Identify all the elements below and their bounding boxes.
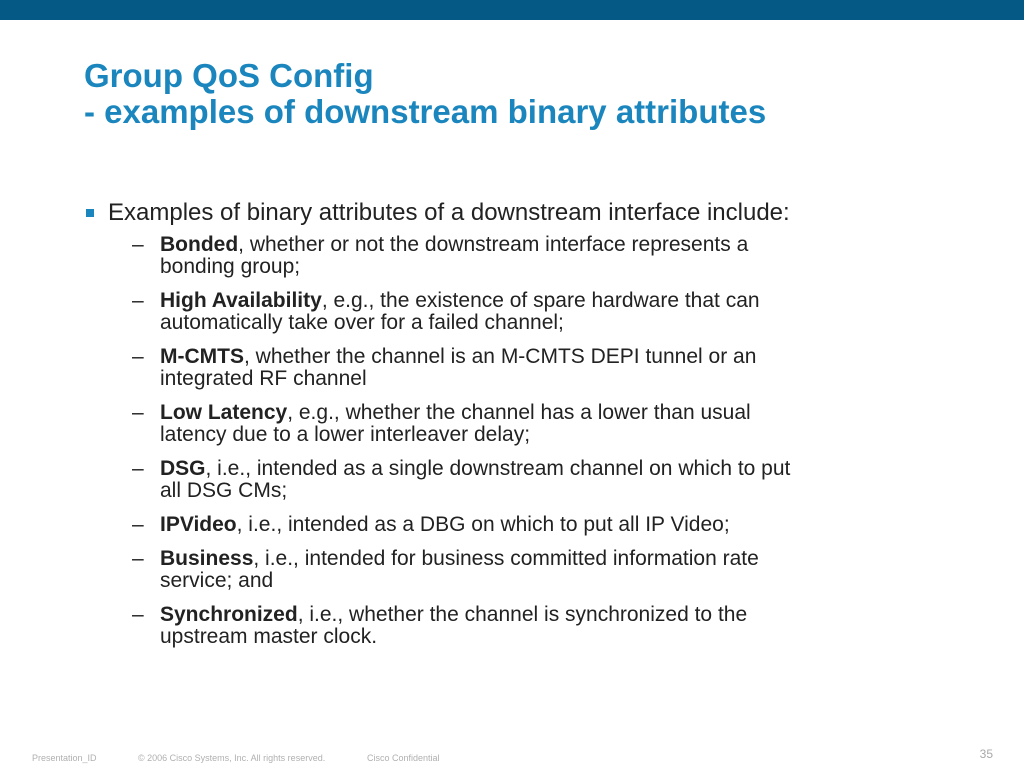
attribute-item-business <box>86 548 860 592</box>
dash-bullet-icon: – <box>132 233 144 256</box>
attribute-description: , i.e., intended as a DBG on which to put all IP Video; <box>236 513 730 536</box>
attribute-term: M-CMTS <box>160 345 244 368</box>
dash-bullet-icon: – <box>132 457 144 480</box>
attribute-line-1 <box>160 290 860 312</box>
attribute-line-1 <box>160 514 860 536</box>
attribute-term: Bonded <box>160 233 239 256</box>
attribute-item-low-latency <box>86 402 860 446</box>
attribute-list <box>86 234 986 648</box>
slide-body <box>86 198 986 660</box>
attribute-description: , e.g., whether the channel has a lower than usual <box>287 401 751 424</box>
slide-title-line-2: - examples of downstream binary attributes <box>84 93 767 130</box>
attribute-item-high-availability <box>86 290 860 334</box>
attribute-line-2: upstream master clock. <box>160 625 378 648</box>
dash-bullet-icon: – <box>132 345 144 368</box>
attribute-line-2: automatically take over for a failed channel; <box>160 311 564 334</box>
page-number: 35 <box>979 747 993 761</box>
attribute-term: Synchronized <box>160 603 298 626</box>
attribute-line-1 <box>160 346 860 368</box>
attribute-line-2: service; and <box>160 569 274 592</box>
attribute-line-1 <box>160 458 860 480</box>
attribute-item-m-cmts <box>86 346 860 390</box>
attribute-description: , i.e., intended as a single downstream channel on which to put <box>205 457 791 480</box>
square-bullet-icon <box>86 209 94 217</box>
attribute-line-2: latency due to a lower interleaver delay; <box>160 423 531 446</box>
footer-copyright: © 2006 Cisco Systems, Inc. All rights reserved. <box>138 753 326 763</box>
attribute-item-ipvideo <box>86 514 860 536</box>
attribute-line-2: bonding group; <box>160 255 301 278</box>
main-bullet <box>86 198 986 228</box>
attribute-term: IPVideo <box>160 513 237 536</box>
attribute-description: , whether or not the downstream interface represents a <box>238 233 749 256</box>
footer-confidential: Cisco Confidential <box>367 753 440 763</box>
attribute-line-2: integrated RF channel <box>160 367 367 390</box>
attribute-item-bonded <box>86 234 860 278</box>
footer-presentation-id: Presentation_ID <box>32 753 97 763</box>
attribute-description: , e.g., the existence of spare hardware that can <box>321 289 760 312</box>
attribute-term: Low Latency <box>160 401 288 424</box>
attribute-line-1 <box>160 548 860 570</box>
attribute-item-dsg <box>86 458 860 502</box>
slide-title <box>84 58 1004 130</box>
dash-bullet-icon: – <box>132 513 144 536</box>
attribute-line-1 <box>160 234 860 256</box>
attribute-line-2: all DSG CMs; <box>160 479 288 502</box>
attribute-description: , i.e., whether the channel is synchronized to the <box>297 603 748 626</box>
dash-bullet-icon: – <box>132 603 144 626</box>
dash-bullet-icon: – <box>132 547 144 570</box>
slide-title-line-1: Group QoS Config <box>84 57 374 94</box>
attribute-item-synchronized <box>86 604 860 648</box>
main-bullet-text: Examples of binary attributes of a downstream interface include: <box>108 199 790 226</box>
attribute-description: , whether the channel is an M-CMTS DEPI tunnel or an <box>243 345 757 368</box>
dash-bullet-icon: – <box>132 289 144 312</box>
dash-bullet-icon: – <box>132 401 144 424</box>
attribute-description: , i.e., intended for business committed information rate <box>253 547 759 570</box>
attribute-line-1 <box>160 402 860 424</box>
top-header-bar <box>0 0 1024 20</box>
attribute-term: Business <box>160 547 254 570</box>
attribute-term: DSG <box>160 457 206 480</box>
attribute-line-1 <box>160 604 860 626</box>
attribute-term: High Availability <box>160 289 322 312</box>
